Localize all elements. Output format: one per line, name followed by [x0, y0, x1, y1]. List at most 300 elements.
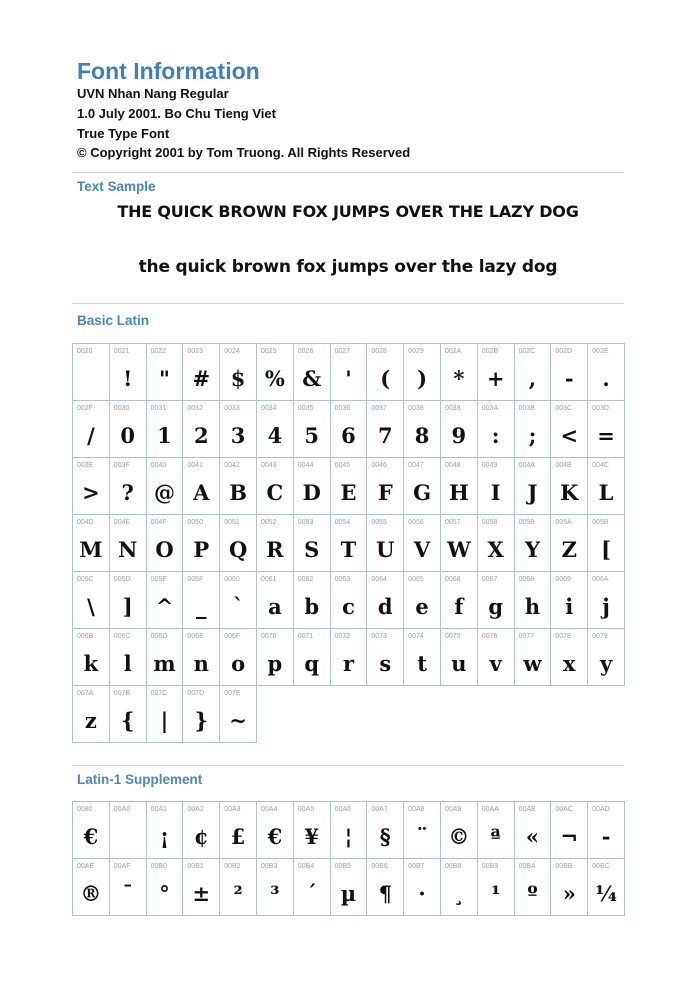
glyph: O [155, 537, 174, 562]
glyph-cell [330, 629, 367, 686]
latin1-supplement-grid [72, 801, 625, 916]
codepoint-label: 002F [77, 405, 93, 412]
glyph-cell [73, 572, 110, 629]
glyph: a [268, 594, 282, 619]
glyph-cell [146, 344, 183, 401]
glyph-cell [514, 515, 551, 572]
glyph: ´ [306, 881, 317, 906]
divider [72, 765, 624, 766]
grid-row [73, 859, 625, 916]
glyph-cell [109, 802, 146, 859]
glyph-cell [330, 572, 367, 629]
codepoint-label: 0054 [334, 519, 351, 526]
glyph: ; [528, 423, 537, 448]
glyph: § [379, 824, 391, 849]
codepoint-label: 0024 [224, 348, 240, 355]
codepoint-label: 0038 [408, 405, 424, 412]
glyph-cell [256, 515, 293, 572]
glyph: n [193, 651, 209, 676]
glyph: l [123, 651, 132, 676]
section-heading-basic-latin: Basic Latin [77, 313, 150, 328]
glyph-cell [146, 572, 183, 629]
codepoint-label: 0049 [481, 462, 498, 469]
codepoint-label: 0078 [555, 633, 571, 640]
codepoint-label: 005A [555, 519, 572, 526]
codepoint-label: 0067 [481, 576, 498, 583]
glyph-cell [588, 515, 625, 572]
glyph: " [159, 366, 170, 391]
glyph: C [266, 480, 284, 505]
glyph-cell [183, 629, 220, 686]
glyph: ³ [270, 881, 280, 906]
codepoint-label: 0029 [408, 348, 424, 355]
codepoint-label: 004E [113, 519, 131, 526]
glyph: ¸ [453, 881, 465, 906]
glyph-cell [146, 629, 183, 686]
codepoint-label: 0036 [334, 405, 351, 412]
glyph-cell [514, 859, 551, 916]
section-heading-latin1-supplement: Latin-1 Supplement [77, 772, 203, 787]
glyph-cell [588, 458, 625, 515]
glyph-cell [220, 572, 257, 629]
glyph-cell [256, 629, 293, 686]
glyph: £ [230, 824, 246, 849]
glyph-cell [183, 344, 220, 401]
codepoint-label: 003D [592, 405, 609, 412]
codepoint-label: 0022 [150, 348, 167, 355]
glyph: · [418, 881, 426, 906]
codepoint-label: 00AD [592, 806, 610, 813]
codepoint-label: 0066 [444, 576, 461, 583]
glyph: D [302, 480, 321, 505]
glyph-cell [440, 515, 477, 572]
glyph-cell [330, 802, 367, 859]
codepoint-label: 006D [150, 633, 168, 640]
codepoint-label: 00B6 [371, 863, 388, 870]
glyph-cell [293, 515, 330, 572]
glyph-cell [551, 458, 588, 515]
glyph: 8 [414, 423, 430, 448]
glyph: € [83, 824, 99, 849]
glyph: % [264, 366, 285, 391]
glyph-cell [440, 802, 477, 859]
glyph: Z [561, 537, 577, 562]
codepoint-label: 006B [77, 633, 94, 640]
glyph-cell [220, 686, 257, 743]
glyph: } [194, 708, 209, 733]
codepoint-label: 0032 [187, 405, 203, 412]
glyph-cell [293, 802, 330, 859]
glyph: ª [490, 824, 501, 849]
glyph-cell [73, 859, 110, 916]
glyph: Y [524, 537, 540, 562]
codepoint-label: 002B [481, 348, 499, 355]
glyph-cell [588, 344, 625, 401]
glyph-cell [367, 802, 404, 859]
glyph-cell [367, 401, 404, 458]
codepoint-label: 0055 [371, 519, 387, 526]
glyph-cell [109, 458, 146, 515]
glyph: s [379, 651, 392, 676]
codepoint-label: 0043 [260, 462, 277, 469]
codepoint-label: 00A3 [224, 806, 241, 813]
glyph: m [153, 651, 176, 676]
glyph: F [377, 480, 393, 505]
glyph-cell [330, 458, 367, 515]
page-title: Font Information [77, 58, 260, 84]
font-name: UVN Nhan Nang Regular [77, 86, 229, 101]
glyph: T [340, 537, 357, 562]
codepoint-label: 0071 [297, 633, 314, 640]
glyph-cell [477, 629, 514, 686]
glyph: ± [192, 881, 211, 906]
glyph: _ [196, 594, 207, 619]
glyph: ¦ [344, 824, 353, 849]
glyph-cell [183, 802, 220, 859]
glyph: V [413, 537, 431, 562]
basic-latin-grid [72, 343, 625, 743]
glyph-cell [551, 515, 588, 572]
glyph-cell [440, 458, 477, 515]
glyph: N [118, 537, 138, 562]
codepoint-label: 007B [113, 690, 131, 697]
codepoint-label: 0052 [260, 519, 277, 526]
glyph-cell [477, 802, 514, 859]
codepoint-label: 005D [113, 576, 131, 583]
codepoint-label: 005C [77, 576, 94, 583]
glyph-cell [256, 458, 293, 515]
glyph-cell [330, 344, 367, 401]
glyph: . [602, 366, 610, 391]
glyph: º [527, 881, 538, 906]
glyph-cell [404, 515, 441, 572]
codepoint-label: 002E [592, 348, 609, 355]
glyph-cell [514, 458, 551, 515]
glyph: + [486, 366, 505, 391]
codepoint-label: 007C [150, 690, 168, 697]
glyph: ® [80, 881, 102, 906]
glyph: ¢ [193, 824, 209, 849]
glyph-cell [367, 344, 404, 401]
glyph: B [229, 480, 247, 505]
glyph-cell [73, 629, 110, 686]
codepoint-label: 004B [555, 462, 572, 469]
codepoint-label: 0045 [334, 462, 351, 469]
glyph-cell [146, 458, 183, 515]
glyph: - [564, 366, 574, 391]
codepoint-label: 007E [224, 690, 241, 697]
glyph-cell [256, 344, 293, 401]
glyph-cell [183, 686, 220, 743]
glyph-cell [293, 401, 330, 458]
glyph: 4 [267, 423, 283, 448]
codepoint-label: 0040 [150, 462, 167, 469]
codepoint-label: 0047 [408, 462, 424, 469]
codepoint-label: 00AA [481, 806, 499, 813]
glyph: i [565, 594, 574, 619]
glyph: d [377, 594, 393, 619]
glyph: ^ [155, 594, 174, 619]
codepoint-label: 006C [113, 633, 131, 640]
glyph: » [562, 881, 576, 906]
glyph: ) [417, 366, 428, 391]
glyph-cell [440, 572, 477, 629]
codepoint-label: 00A6 [334, 806, 351, 813]
codepoint-label: 0039 [444, 405, 461, 412]
glyph-cell [293, 344, 330, 401]
glyph: ~ [229, 708, 247, 733]
glyph-cell [477, 572, 514, 629]
glyph: j [602, 594, 610, 619]
glyph-cell [73, 344, 110, 401]
glyph: # [192, 366, 211, 391]
glyph: @ [153, 480, 175, 505]
codepoint-label: 0051 [224, 519, 240, 526]
glyph-cell [109, 572, 146, 629]
glyph-cell [146, 859, 183, 916]
codepoint-label: 0026 [297, 348, 314, 355]
glyph-cell [220, 859, 257, 916]
codepoint-label: 00AF [113, 863, 131, 870]
glyph: 2 [193, 423, 209, 448]
glyph: u [451, 651, 467, 676]
glyph-cell [220, 344, 257, 401]
grid-row [73, 802, 625, 859]
codepoint-label: 0068 [518, 576, 535, 583]
codepoint-label: 00A5 [297, 806, 315, 813]
glyph: h [524, 594, 541, 619]
glyph: o [231, 651, 246, 676]
codepoint-label: 004A [518, 462, 535, 469]
glyph-cell [256, 401, 293, 458]
glyph-cell [551, 344, 588, 401]
glyph: Q [228, 537, 248, 562]
glyph-cell [293, 572, 330, 629]
glyph: 6 [341, 423, 356, 448]
glyph-cell [440, 629, 477, 686]
glyph: r [342, 651, 355, 676]
divider [72, 303, 624, 304]
glyph: U [376, 537, 395, 562]
glyph-cell [404, 344, 441, 401]
grid-row [73, 629, 625, 686]
codepoint-label: 003C [555, 405, 573, 412]
glyph-cell [330, 401, 367, 458]
glyph: { [120, 708, 135, 733]
divider [72, 172, 624, 173]
codepoint-label: 006F [224, 633, 241, 640]
glyph: - [601, 824, 611, 849]
grid-row [73, 515, 625, 572]
glyph: b [304, 594, 320, 619]
glyph: © [448, 824, 470, 849]
codepoint-label: 0072 [334, 633, 351, 640]
glyph: t [417, 651, 427, 676]
glyph: * [453, 366, 465, 391]
glyph: ` [232, 594, 244, 619]
codepoint-label: 00B9 [481, 863, 499, 870]
glyph: e [415, 594, 429, 619]
codepoint-label: 007A [77, 690, 94, 697]
glyph: X [487, 537, 504, 562]
glyph: ' [345, 366, 352, 391]
glyph: ( [380, 366, 391, 391]
glyph: $ [230, 366, 246, 391]
codepoint-label: 00BC [592, 863, 610, 870]
codepoint-label: 00AB [518, 806, 536, 813]
glyph-cell [330, 859, 367, 916]
glyph-cell [256, 859, 293, 916]
glyph-cell [588, 629, 625, 686]
codepoint-label: 0042 [224, 462, 240, 469]
codepoint-label: 0059 [518, 519, 535, 526]
glyph: J [527, 480, 538, 505]
glyph: , [528, 366, 537, 391]
glyph-cell [109, 344, 146, 401]
glyph: [ [601, 537, 612, 562]
codepoint-label: 0056 [408, 519, 424, 526]
codepoint-label: 0061 [260, 576, 277, 583]
codepoint-label: 0020 [77, 348, 93, 355]
glyph: c [342, 594, 355, 619]
glyph-cell [404, 802, 441, 859]
codepoint-label: 006E [187, 633, 204, 640]
glyph-cell [477, 859, 514, 916]
glyph-cell [551, 572, 588, 629]
glyph-cell [220, 802, 257, 859]
glyph-cell [109, 859, 146, 916]
codepoint-label: 0074 [408, 633, 424, 640]
codepoint-label: 00AC [555, 806, 573, 813]
glyph-cell [73, 686, 110, 743]
codepoint-label: 004C [592, 462, 609, 469]
glyph-cell [404, 401, 441, 458]
glyph: 3 [230, 423, 246, 448]
codepoint-label: 0050 [187, 519, 203, 526]
codepoint-label: 0080 [77, 806, 93, 813]
codepoint-label: 00B3 [260, 863, 278, 870]
glyph: > [82, 480, 100, 505]
codepoint-label: 00B8 [444, 863, 462, 870]
codepoint-label: 006A [592, 576, 609, 583]
glyph: k [83, 651, 99, 676]
glyph: = [597, 423, 615, 448]
glyph: | [160, 708, 169, 733]
glyph-cell [330, 515, 367, 572]
glyph-cell [588, 802, 625, 859]
glyph: E [340, 480, 357, 505]
glyph: W [447, 537, 471, 562]
glyph: ? [121, 480, 134, 505]
glyph: ¬ [560, 824, 579, 849]
glyph-cell [551, 859, 588, 916]
codepoint-label: 0021 [113, 348, 130, 355]
codepoint-label: 0070 [260, 633, 277, 640]
codepoint-label: 0077 [518, 633, 535, 640]
glyph: 1 [157, 423, 172, 448]
codepoint-label: 0062 [297, 576, 314, 583]
codepoint-label: 00AE [77, 863, 95, 870]
glyph-cell [220, 629, 257, 686]
glyph: & [302, 366, 322, 391]
glyph: I [490, 480, 501, 505]
glyph: 9 [451, 423, 467, 448]
glyph-cell [220, 458, 257, 515]
codepoint-label: 0030 [113, 405, 130, 412]
codepoint-label: 0057 [444, 519, 461, 526]
codepoint-label: 0063 [334, 576, 351, 583]
codepoint-label: 0034 [260, 405, 277, 412]
glyph-cell [588, 572, 625, 629]
codepoint-label: 002D [555, 348, 573, 355]
codepoint-label: 0027 [334, 348, 351, 355]
codepoint-label: 00A7 [371, 806, 388, 813]
glyph-cell [514, 344, 551, 401]
glyph-cell [293, 629, 330, 686]
glyph-cell [477, 515, 514, 572]
glyph-cell [220, 401, 257, 458]
glyph-cell [293, 458, 330, 515]
codepoint-label: 005E [150, 576, 167, 583]
glyph-cell [73, 802, 110, 859]
glyph-cell [146, 686, 183, 743]
glyph-cell [256, 572, 293, 629]
font-version: 1.0 July 2001. Bo Chu Tieng Viet [77, 106, 276, 121]
glyph-cell [367, 515, 404, 572]
glyph: 5 [304, 423, 319, 448]
glyph: p [267, 651, 283, 676]
codepoint-label: 0060 [224, 576, 240, 583]
glyph: / [87, 423, 95, 448]
glyph-cell [588, 401, 625, 458]
sample-lowercase: the quick brown fox jumps over the lazy dog [138, 257, 558, 277]
glyph: H [448, 480, 469, 505]
glyph: z [84, 708, 97, 733]
glyph: A [193, 480, 210, 505]
glyph: : [491, 423, 500, 448]
codepoint-label: 0033 [224, 405, 240, 412]
sample-uppercase: THE QUICK BROWN FOX JUMPS OVER THE LAZY DOG [117, 202, 579, 221]
codepoint-label: 00B5 [334, 863, 351, 870]
grid-row [73, 401, 625, 458]
grid-row [73, 686, 625, 743]
codepoint-label: 004D [77, 519, 94, 526]
codepoint-label: 0064 [371, 576, 387, 583]
font-type: True Type Font [77, 126, 170, 141]
glyph: ° [159, 881, 170, 906]
codepoint-label: 0075 [444, 633, 461, 640]
codepoint-label: 00B0 [150, 863, 167, 870]
glyph-cell [367, 572, 404, 629]
codepoint-label: 0031 [150, 405, 167, 412]
glyph-cell [440, 344, 477, 401]
codepoint-label: 0023 [187, 348, 203, 355]
codepoint-label: 002A [444, 348, 462, 355]
glyph-cell [73, 401, 110, 458]
codepoint-label: 00B7 [408, 863, 425, 870]
glyph: P [193, 537, 210, 562]
glyph-cell [551, 629, 588, 686]
codepoint-label: 00B4 [297, 863, 315, 870]
glyph-cell [183, 458, 220, 515]
glyph-cell [146, 802, 183, 859]
glyph-cell [404, 458, 441, 515]
codepoint-label: 0044 [297, 462, 314, 469]
glyph-cell [514, 802, 551, 859]
glyph-cell [551, 802, 588, 859]
glyph-cell [477, 458, 514, 515]
glyph-cell [514, 629, 551, 686]
